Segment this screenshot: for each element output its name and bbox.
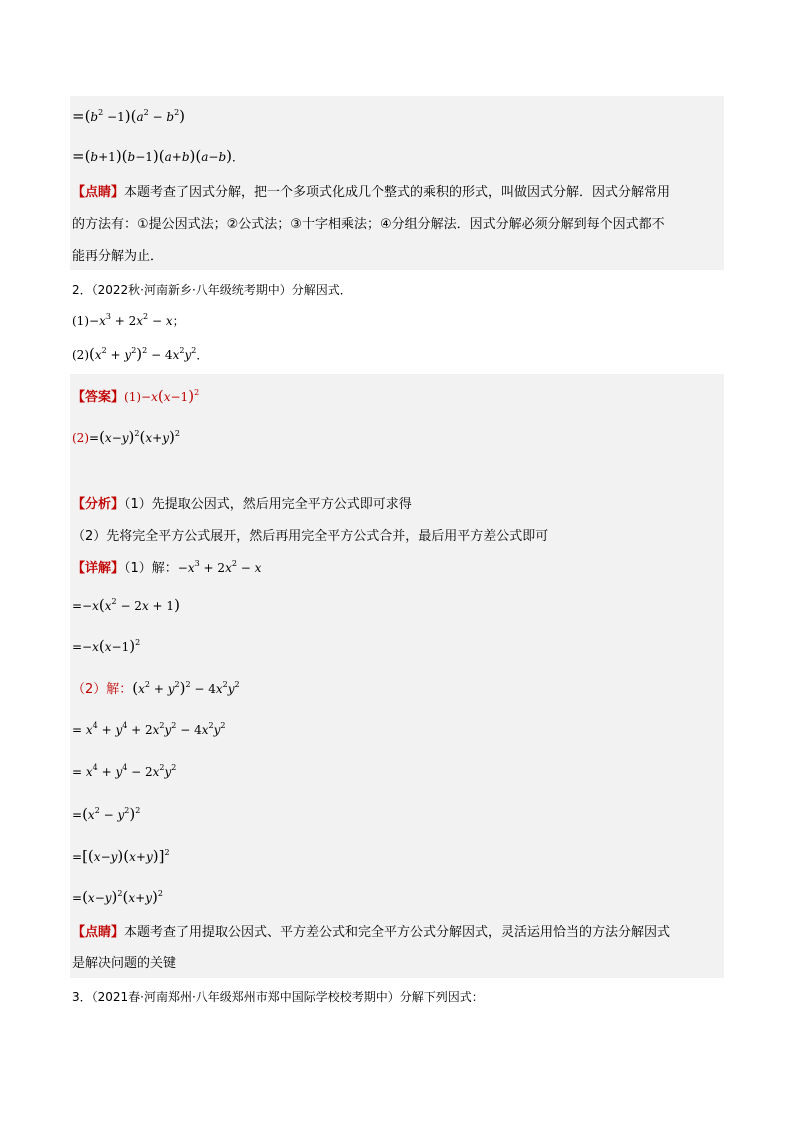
solution-block-2 [70,374,724,978]
p2-detail2-step-4: $=[(x-y)(x+y)]^2$ [72,847,170,865]
p2-analysis-line-2: （2）先将完全平方公式展开，然后再用完全平方公式合并，最后用平方差公式即可 [72,529,549,544]
p2-analysis-line-1: 【分析】（1）先提取公因式，然后用完全平方公式即可求得 [72,497,412,512]
p2-detail1-step-1: $=-x(x^2 - 2x + 1)$ [72,596,180,614]
p2-answer-line-1: 【答案】$(1)-x(x-1)^2$ [72,387,200,405]
p2-detail1-step-2: $=-x(x-1)^2$ [72,637,141,655]
p2-detail2-step-5: $=(x-y)^2(x+y)^2$ [72,888,163,906]
p2-stem: 2．（2022秋·河南新乡·八年级统考期中）分解因式． [72,283,352,297]
comment-tag: 【点睛】 [72,185,125,200]
p1-step-2: =(b+1)(b−1)(a+b)(a−b)． [72,147,245,165]
p2-detail-line-1: 【详解】（1）解：$-x^3 + 2x^2 - x$ [72,559,262,576]
p2-comment-line-2: 是解决问题的关键 [72,956,177,971]
p3-stem: 3．（2021春·河南郑州·八年级郑州市郑中国际学校校考期中）分解下列因式： [72,990,484,1004]
p1-step-1: $=(b^2 -1)(a^2 - b^2)$ [72,107,186,125]
p2-comment-line-1: 【点睛】本题考查了用提取公因式、平方差公式和完全平方公式分解因式，灵活运用恰当的方法分解因式 [72,925,671,940]
p1-comment-line-3: 能再分解为止． [72,249,164,264]
p2-detail2-step-3: $=(x^2 - y^2)^2$ [72,805,141,823]
p2-detail2-intro: （2）解：$(x^2 + y^2)^2 - 4x^2y^2$ [72,679,240,697]
p2-detail2-step-1: = $x^4 + y^4 + 2x^2y^2 - 4x^2y^2$ [72,721,226,737]
p1-comment-line-2: 的方法有：①提公因式法；②公式法；③十字相乘法；④分组分解法．因式分解必须分解到每个因式都不 [72,217,665,232]
p2-answer-line-2: $(2)=(x-y)^2(x+y)^2$ [72,428,180,446]
p2-part-1: $(1)-x^3 + 2x^2 - x$； [72,312,185,328]
p2-part-2: $(2)(x^2 + y^2)^2 - 4x^2y^2$． [72,345,209,363]
p2-detail2-step-2: = $x^4 + y^4 - 2x^2y^2$ [72,763,177,779]
p1-comment-line-1: 【点睛】本题考查了因式分解，把一个多项式化成几个整式的乘积的形式，叫做因式分解．因式分解常用 [72,185,671,200]
